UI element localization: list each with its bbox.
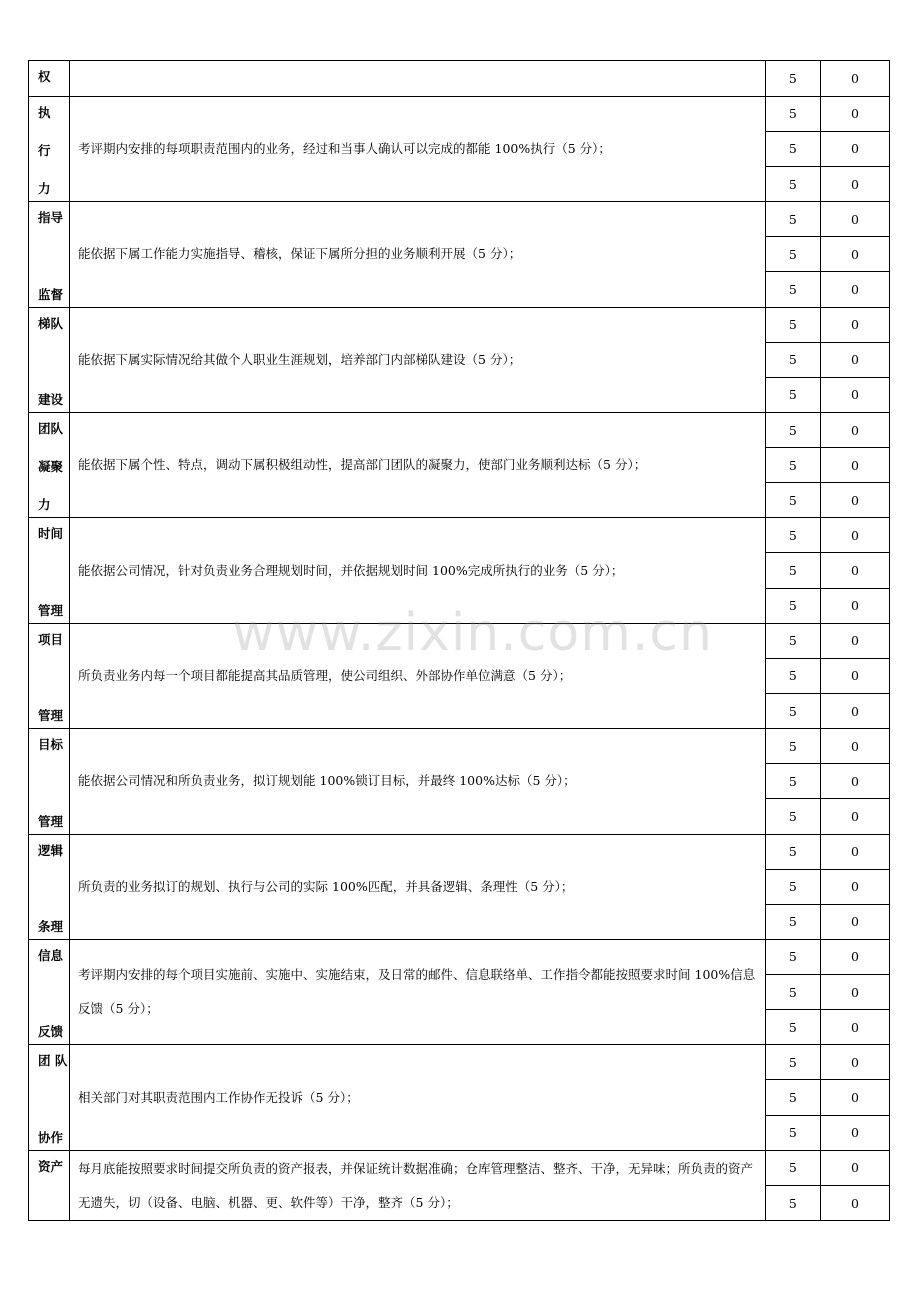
category-line: 逻辑 bbox=[38, 842, 64, 858]
table-row bbox=[29, 1150, 890, 1185]
category-line: 指导 bbox=[38, 210, 64, 226]
criteria-description: 考评期内安排的每项职责范围内的业务，经过和当事人确认可以完成的都能 100%执行（5 分）； bbox=[70, 96, 766, 201]
category-line: 权 bbox=[38, 69, 51, 84]
category-line bbox=[38, 248, 42, 263]
table-row bbox=[29, 412, 890, 447]
max-score-cell: 5 bbox=[765, 483, 820, 518]
max-score-cell: 5 bbox=[765, 1045, 820, 1080]
max-score-cell: 5 bbox=[765, 729, 820, 764]
score-cell: 0 bbox=[820, 167, 889, 202]
score-cell: 0 bbox=[820, 1080, 889, 1115]
score-cell: 0 bbox=[820, 623, 889, 658]
score-cell: 0 bbox=[820, 1115, 889, 1150]
score-cell: 0 bbox=[820, 694, 889, 729]
category-line: 信息 bbox=[38, 947, 64, 963]
category-label bbox=[29, 624, 69, 728]
max-score-cell: 5 bbox=[765, 237, 820, 272]
criteria-description: 能依据下属实际情况给其做个人职业生涯规划，培养部门内部梯队建设（5 分）； bbox=[70, 307, 766, 412]
category-line: 团 队 bbox=[38, 1053, 68, 1069]
max-score-cell: 5 bbox=[765, 939, 820, 974]
max-score-cell: 5 bbox=[765, 694, 820, 729]
score-cell: 0 bbox=[820, 904, 889, 939]
table-row bbox=[29, 1045, 890, 1080]
evaluation-table bbox=[28, 60, 890, 1221]
category-line bbox=[38, 880, 42, 895]
criteria-description: 所负责的业务拟订的规划、执行与公司的实际 100%匹配，并具备逻辑、条理性（5 分）； bbox=[70, 834, 766, 939]
criteria-description: 能依据公司情况和所负责业务，拟订规划能 100%锁订目标，并最终 100%达标（5 分）； bbox=[70, 729, 766, 834]
table-row bbox=[29, 623, 890, 658]
criteria-description: 能依据公司情况，针对负责业务合理规划时间，并依据规划时间 100%完成所执行的业务（5 分）； bbox=[70, 518, 766, 623]
category-line: 管理 bbox=[38, 602, 64, 618]
category-line: 监督 bbox=[38, 286, 64, 302]
category-cell bbox=[29, 96, 70, 201]
category-cell bbox=[29, 61, 70, 97]
category-line: 资产 bbox=[38, 1158, 64, 1174]
category-line: 建设 bbox=[38, 391, 64, 407]
evaluation-table-body bbox=[29, 61, 890, 1221]
max-score-cell: 5 bbox=[765, 412, 820, 447]
max-score-cell: 5 bbox=[765, 834, 820, 869]
category-line: 团队 bbox=[38, 420, 64, 436]
category-cell bbox=[29, 623, 70, 728]
score-cell: 0 bbox=[820, 1150, 889, 1185]
criteria-description: 考评期内安排的每个项目实施前、实施中、实施结束，及日常的邮件、信息联络单、工作指令都能按照要求时间 100%信息反馈（5 分）； bbox=[70, 939, 766, 1044]
category-cell bbox=[29, 834, 70, 939]
category-label bbox=[29, 940, 69, 1044]
max-score-cell: 5 bbox=[765, 553, 820, 588]
max-score-cell: 5 bbox=[765, 202, 820, 237]
max-score-cell: 5 bbox=[765, 1080, 820, 1115]
max-score-cell: 5 bbox=[765, 167, 820, 202]
category-label bbox=[29, 61, 69, 96]
score-cell: 0 bbox=[820, 412, 889, 447]
score-cell: 0 bbox=[820, 377, 889, 412]
category-cell bbox=[29, 307, 70, 412]
score-cell: 0 bbox=[820, 237, 889, 272]
category-line: 目标 bbox=[38, 737, 64, 753]
category-label bbox=[29, 202, 69, 306]
max-score-cell: 5 bbox=[765, 1010, 820, 1045]
score-cell: 0 bbox=[820, 975, 889, 1010]
max-score-cell: 5 bbox=[765, 342, 820, 377]
category-label bbox=[29, 518, 69, 622]
max-score-cell: 5 bbox=[765, 1115, 820, 1150]
category-cell bbox=[29, 729, 70, 834]
category-line: 时间 bbox=[38, 526, 64, 542]
score-cell: 0 bbox=[820, 483, 889, 518]
category-label bbox=[29, 835, 69, 939]
category-label bbox=[29, 413, 69, 517]
category-line: 协作 bbox=[38, 1129, 64, 1145]
score-cell: 0 bbox=[820, 1045, 889, 1080]
score-cell: 0 bbox=[820, 799, 889, 834]
table-row bbox=[29, 834, 890, 869]
criteria-description: 相关部门对其职责范围内工作协作无投诉（5 分）； bbox=[70, 1045, 766, 1150]
max-score-cell: 5 bbox=[765, 96, 820, 131]
category-line: 反馈 bbox=[38, 1024, 64, 1040]
score-cell: 0 bbox=[820, 1186, 889, 1221]
score-cell: 0 bbox=[820, 939, 889, 974]
score-cell: 0 bbox=[820, 518, 889, 553]
category-cell bbox=[29, 1150, 70, 1221]
score-cell: 0 bbox=[820, 869, 889, 904]
criteria-description bbox=[70, 61, 766, 97]
category-line bbox=[38, 564, 42, 579]
category-line: 力 bbox=[38, 181, 51, 197]
category-label bbox=[29, 729, 69, 833]
category-line: 项目 bbox=[38, 631, 64, 647]
score-cell: 0 bbox=[820, 588, 889, 623]
category-line: 行 bbox=[38, 142, 51, 158]
max-score-cell: 5 bbox=[765, 1150, 820, 1185]
category-line bbox=[38, 1091, 42, 1106]
category-label bbox=[29, 308, 69, 412]
table-row bbox=[29, 61, 890, 97]
max-score-cell: 5 bbox=[765, 658, 820, 693]
score-cell: 0 bbox=[820, 131, 889, 166]
score-cell: 0 bbox=[820, 272, 889, 307]
category-cell bbox=[29, 518, 70, 623]
score-cell: 0 bbox=[820, 202, 889, 237]
table-row bbox=[29, 202, 890, 237]
category-label bbox=[29, 1045, 69, 1149]
max-score-cell: 5 bbox=[765, 588, 820, 623]
score-cell: 0 bbox=[820, 96, 889, 131]
table-row bbox=[29, 518, 890, 553]
category-line: 凝聚 bbox=[38, 459, 64, 475]
score-cell: 0 bbox=[820, 764, 889, 799]
table-row bbox=[29, 939, 890, 974]
category-line bbox=[38, 353, 42, 368]
score-cell: 0 bbox=[820, 448, 889, 483]
table-row bbox=[29, 307, 890, 342]
table-row bbox=[29, 729, 890, 764]
category-line: 条理 bbox=[38, 918, 64, 934]
max-score-cell: 5 bbox=[765, 623, 820, 658]
category-label bbox=[29, 1151, 69, 1221]
criteria-description: 所负责业务内每一个项目都能提高其品质管理，使公司组织、外部协作单位满意（5 分）； bbox=[70, 623, 766, 728]
criteria-description: 能依据下属工作能力实施指导、稽核，保证下属所分担的业务顺利开展（5 分）； bbox=[70, 202, 766, 307]
max-score-cell: 5 bbox=[765, 131, 820, 166]
max-score-cell: 5 bbox=[765, 377, 820, 412]
watermark: www.zixin.com.cn bbox=[232, 603, 713, 663]
category-label bbox=[29, 97, 69, 201]
category-line: 执 bbox=[38, 104, 51, 120]
max-score-cell: 5 bbox=[765, 448, 820, 483]
score-cell: 0 bbox=[820, 342, 889, 377]
max-score-cell: 5 bbox=[765, 61, 820, 97]
max-score-cell: 5 bbox=[765, 1186, 820, 1221]
criteria-description: 能依据下属个性、特点，调动下属积极组动性，提高部门团队的凝聚力，使部门业务顺利达标（5 分）； bbox=[70, 412, 766, 517]
max-score-cell: 5 bbox=[765, 307, 820, 342]
max-score-cell: 5 bbox=[765, 869, 820, 904]
max-score-cell: 5 bbox=[765, 518, 820, 553]
max-score-cell: 5 bbox=[765, 975, 820, 1010]
score-cell: 0 bbox=[820, 834, 889, 869]
category-line: 力 bbox=[38, 497, 51, 513]
score-cell: 0 bbox=[820, 658, 889, 693]
category-cell bbox=[29, 412, 70, 517]
max-score-cell: 5 bbox=[765, 904, 820, 939]
category-line: 梯队 bbox=[38, 315, 64, 331]
category-line bbox=[38, 986, 42, 1001]
category-cell bbox=[29, 202, 70, 307]
score-cell: 0 bbox=[820, 61, 889, 97]
category-line: 管理 bbox=[38, 708, 64, 724]
max-score-cell: 5 bbox=[765, 799, 820, 834]
category-line bbox=[38, 669, 42, 684]
max-score-cell: 5 bbox=[765, 272, 820, 307]
table-row bbox=[29, 96, 890, 131]
criteria-description: 每月底能按照要求时间提交所负责的资产报表，并保证统计数据准确；仓库管理整洁、整齐、干净，无异味；所负责的资产无遗失，切（设备、电脑、机器、更、软件等）干净，整齐（5 分）； bbox=[70, 1150, 766, 1221]
category-line bbox=[38, 775, 42, 790]
category-line: 管理 bbox=[38, 813, 64, 829]
score-cell: 0 bbox=[820, 1010, 889, 1045]
max-score-cell: 5 bbox=[765, 764, 820, 799]
score-cell: 0 bbox=[820, 553, 889, 588]
category-cell bbox=[29, 939, 70, 1044]
category-cell bbox=[29, 1045, 70, 1150]
score-cell: 0 bbox=[820, 729, 889, 764]
score-cell: 0 bbox=[820, 307, 889, 342]
